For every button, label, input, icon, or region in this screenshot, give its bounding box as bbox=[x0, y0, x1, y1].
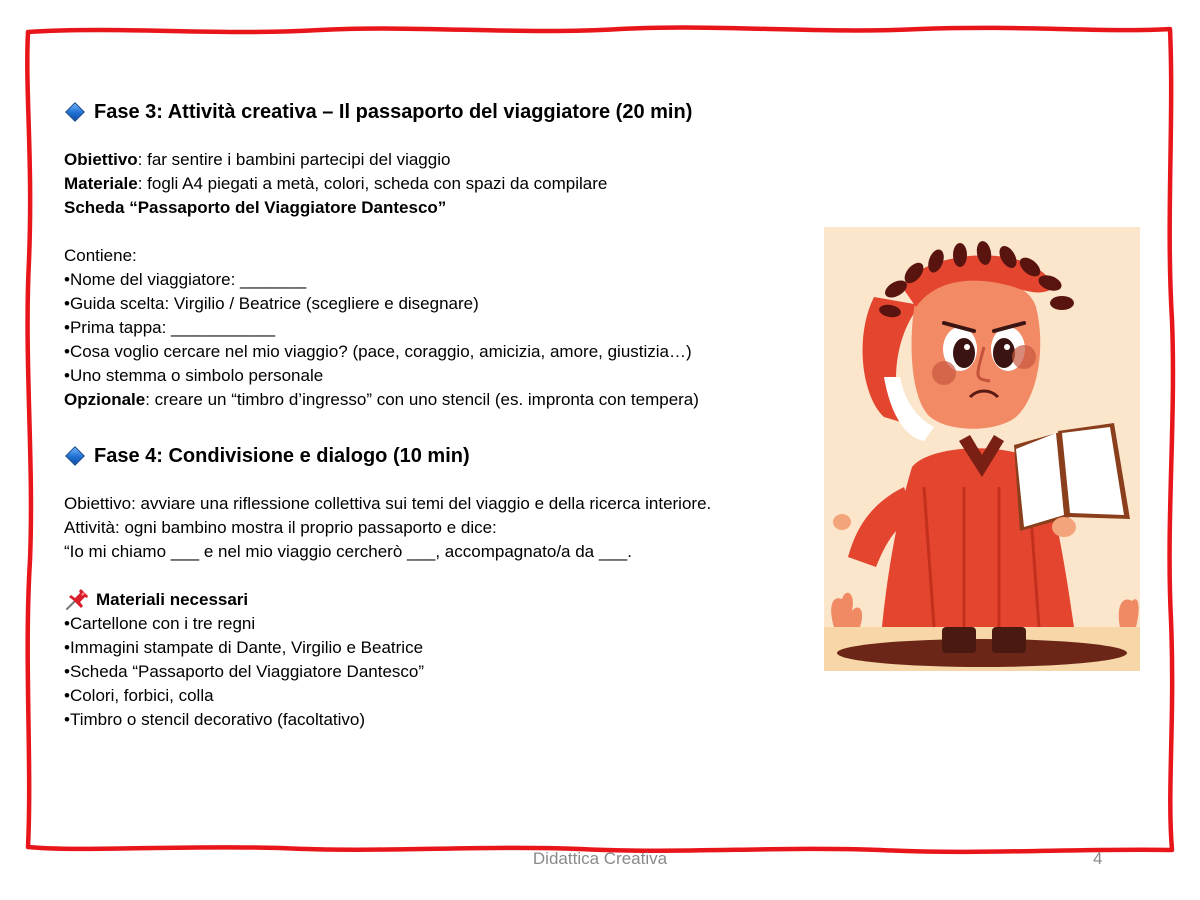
materiali-title: Materiali necessari bbox=[96, 590, 249, 609]
fase4-line: Attività: ogni bambino mostra il proprio passaporto e dice: bbox=[64, 518, 497, 537]
materiali-heading bbox=[64, 588, 824, 612]
list-item: •Timbro o stencil decorativo (facoltativo) bbox=[64, 710, 366, 729]
pushpin-icon bbox=[64, 589, 90, 611]
blue-diamond-icon bbox=[65, 446, 85, 466]
dante-illustration bbox=[824, 227, 1140, 671]
fase4-line: “Io mi chiamo ___ e nel mio viaggio cercherò ___, accompagnato/a da ___. bbox=[64, 542, 632, 561]
opzionale-label: Opzionale bbox=[64, 390, 146, 409]
opzionale-text: : creare un “timbro d’ingresso” con uno stencil (es. impronta con tempera) bbox=[145, 390, 699, 409]
fase4-heading bbox=[64, 442, 824, 470]
materiale-line bbox=[64, 172, 824, 196]
list-item: •Uno stemma o simbolo personale bbox=[64, 366, 324, 385]
obiettivo-label: Obiettivo bbox=[64, 150, 138, 169]
obiettivo-text: : far sentire i bambini partecipi del viaggio bbox=[137, 150, 451, 169]
page-number: 4 bbox=[1093, 849, 1103, 868]
footer-title: Didattica Creativa bbox=[532, 849, 668, 868]
list-item: •Scheda “Passaporto del Viaggiatore Dantesco” bbox=[64, 662, 425, 681]
fase4-line: Obiettivo: avviare una riflessione collettiva sui temi del viaggio e della ricerca interiore. bbox=[64, 494, 712, 513]
contiene-label: Contiene: bbox=[64, 246, 137, 265]
list-item: •Prima tappa: ___________ bbox=[64, 318, 276, 337]
list-item: •Nome del viaggiatore: _______ bbox=[64, 270, 307, 289]
slide-content bbox=[64, 98, 824, 732]
list-item: •Colori, forbici, colla bbox=[64, 686, 214, 705]
fase3-heading bbox=[64, 98, 824, 126]
opzionale-line bbox=[64, 388, 824, 412]
list-item: •Guida scelta: Virgilio / Beatrice (scegliere e disegnare) bbox=[64, 294, 479, 313]
materiale-label: Materiale bbox=[64, 174, 138, 193]
materiale-text: : fogli A4 piegati a metà, colori, scheda con spazi da compilare bbox=[137, 174, 608, 193]
list-item: •Cosa voglio cercare nel mio viaggio? (pace, coraggio, amicizia, amore, giustizia…) bbox=[64, 342, 692, 361]
list-item: •Cartellone con i tre regni bbox=[64, 614, 256, 633]
fase3-title: Fase 3: Attività creativa – Il passaporto del viaggiatore (20 min) bbox=[94, 100, 693, 123]
blue-diamond-icon bbox=[65, 102, 85, 122]
fase4-title: Fase 4: Condivisione e dialogo (10 min) bbox=[94, 444, 470, 467]
list-item: •Immagini stampate di Dante, Virgilio e Beatrice bbox=[64, 638, 424, 657]
scheda-title: Scheda “Passaporto del Viaggiatore Dantesco” bbox=[64, 198, 447, 217]
obiettivo-line bbox=[64, 148, 824, 172]
